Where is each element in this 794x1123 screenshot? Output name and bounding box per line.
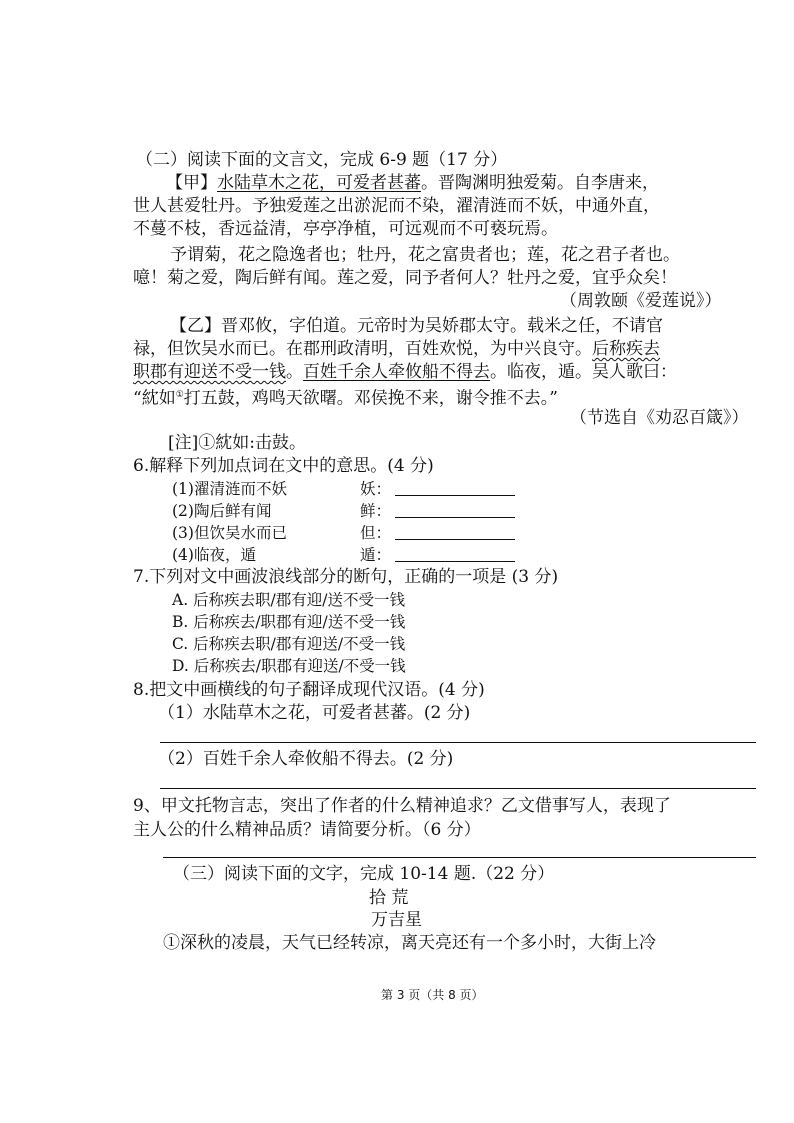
page-footer: 第 3 页（共 8 页） [381,988,484,1002]
q8-sub-1: （1）水陆草木之花，可爱者甚蕃。(2 分) [158,703,471,723]
passage-text: “紞如 [133,388,176,409]
passage-yi-line3 [133,361,677,383]
annotation-note: [注]①紞如:击鼓。 [168,433,306,453]
article-title: 拾 荒 [369,888,409,908]
q6-word-1: 妖： [360,480,392,498]
passage-text: 晋邓攸，字伯道。元帝时为吴娇郡太守。载米之任，不请官 [221,316,663,336]
passage-jia-label: 【甲】 [166,173,217,193]
underlined-sentence-1: 水陆草木之花，可爱者甚蕃 [217,173,421,193]
q6-word-2: 鲜： [360,502,392,520]
footnote-marker: ① [175,390,184,400]
q8-sub-2: （2）百姓千余人牵攸船不得去。(2 分) [158,749,454,769]
question-9-line2: 主人公的什么精神品质？请简要分析。（6 分） [133,820,481,840]
passage-text: 。晋陶渊明独爱菊。自李唐来， [421,173,659,193]
q6-answer-3 [360,522,515,544]
q6-answer-2 [360,500,515,522]
q7-option-b[interactable]: B. 后称疾去/职郡有迎/送不受一钱 [172,613,406,631]
article-author: 万吉星 [371,910,422,930]
passage-jia-line5: 噫！菊之爱，陶后鲜有闻。莲之爱，同予者何人？牡丹之爱，宜乎众矣！ [133,268,677,288]
wavy-underlined-text: 职郡有迎送不受一钱 [133,362,286,382]
question-7-stem: 7.下列对文中画波浪线部分的断句，正确的一项是 (3 分) [133,567,559,587]
q6-answer-1 [360,478,515,500]
passage-yi-source: （节选自《劝忍百箴》） [570,408,749,428]
passage-jia-line3: 不蔓不枝，香远益清，亭亭净植，可远观而不可亵玩焉。 [133,219,558,239]
answer-line-q8-2[interactable] [160,788,756,789]
passage-jia-source: （周敦颐《爱莲说》） [560,291,722,311]
section3-heading: （三）阅读下面的文字，完成 10-14 题.（22 分） [173,864,555,884]
q6-word-3: 但： [360,524,392,542]
passage-jia-line2: 世人甚爱牡丹。予独爱莲之出淤泥而不染，濯清涟而不妖，中通外直， [133,196,660,216]
q6-item-4: (4)临夜，遁 [172,546,256,564]
answer-blank-3[interactable] [395,523,515,540]
answer-line-q8-1[interactable] [160,742,756,743]
q7-option-a[interactable]: A. 后称疾去职/郡有迎/送不受一钱 [172,591,405,609]
answer-blank-4[interactable] [395,545,515,562]
answer-blank-1[interactable] [395,479,515,496]
answer-line-q9[interactable] [163,857,756,858]
passage-text: 。临夜，遁。吴人歌曰： [490,362,677,382]
q6-item-3: (3)但饮吴水而已 [172,524,287,542]
passage-text: 打五鼓，鸡鸣天欲曙。邓侯挽不来，谢令推不去。” [183,388,558,409]
passage-yi-line1 [170,315,663,337]
passage-yi-label: 【乙】 [170,316,221,336]
passage-yi-line4 [133,384,558,410]
underlined-sentence-2: 百姓千余人牵攸船不得去 [303,362,490,382]
question-9-line1: 9、甲文托物言志，突出了作者的什么精神追求？乙文借事写人，表现了 [133,796,671,816]
passage-text: 禄，但饮吴水而已。在郡刑政清明，百姓欢悦，为中兴良守。 [133,339,592,359]
q7-option-c[interactable]: C. 后称疾去职/郡有迎送/不受一钱 [172,635,406,653]
passage-jia-line1 [166,172,659,194]
q6-word-4: 遁： [360,546,392,564]
article-paragraph-1: ①深秋的凌晨，天气已经转凉，离天亮还有一个多小时，大街上冷 [163,933,656,953]
question-6-stem: 6.解释下列加点词在文中的意思。(4 分) [133,456,434,476]
q6-item-2: (2)陶后鲜有闻 [172,502,272,520]
passage-jia-line4: 予谓菊，花之隐逸者也；牡丹，花之富贵者也；莲，花之君子者也。 [170,245,680,265]
section2-heading: （二）阅读下面的文言文，完成 6-9 题（17 分） [136,150,508,170]
question-8-stem: 8.把文中画横线的句子翻译成现代汉语。(4 分) [133,680,485,700]
q7-option-d[interactable]: D. 后称疾去/职郡有迎送/不受一钱 [172,657,406,675]
wavy-underlined-text: 后称疾去 [592,339,660,359]
passage-text: 。 [286,362,303,382]
answer-blank-2[interactable] [395,501,515,518]
q6-item-1: (1)濯清涟而不妖 [172,480,287,498]
q6-answer-4 [360,544,515,566]
passage-yi-line2 [133,338,660,360]
